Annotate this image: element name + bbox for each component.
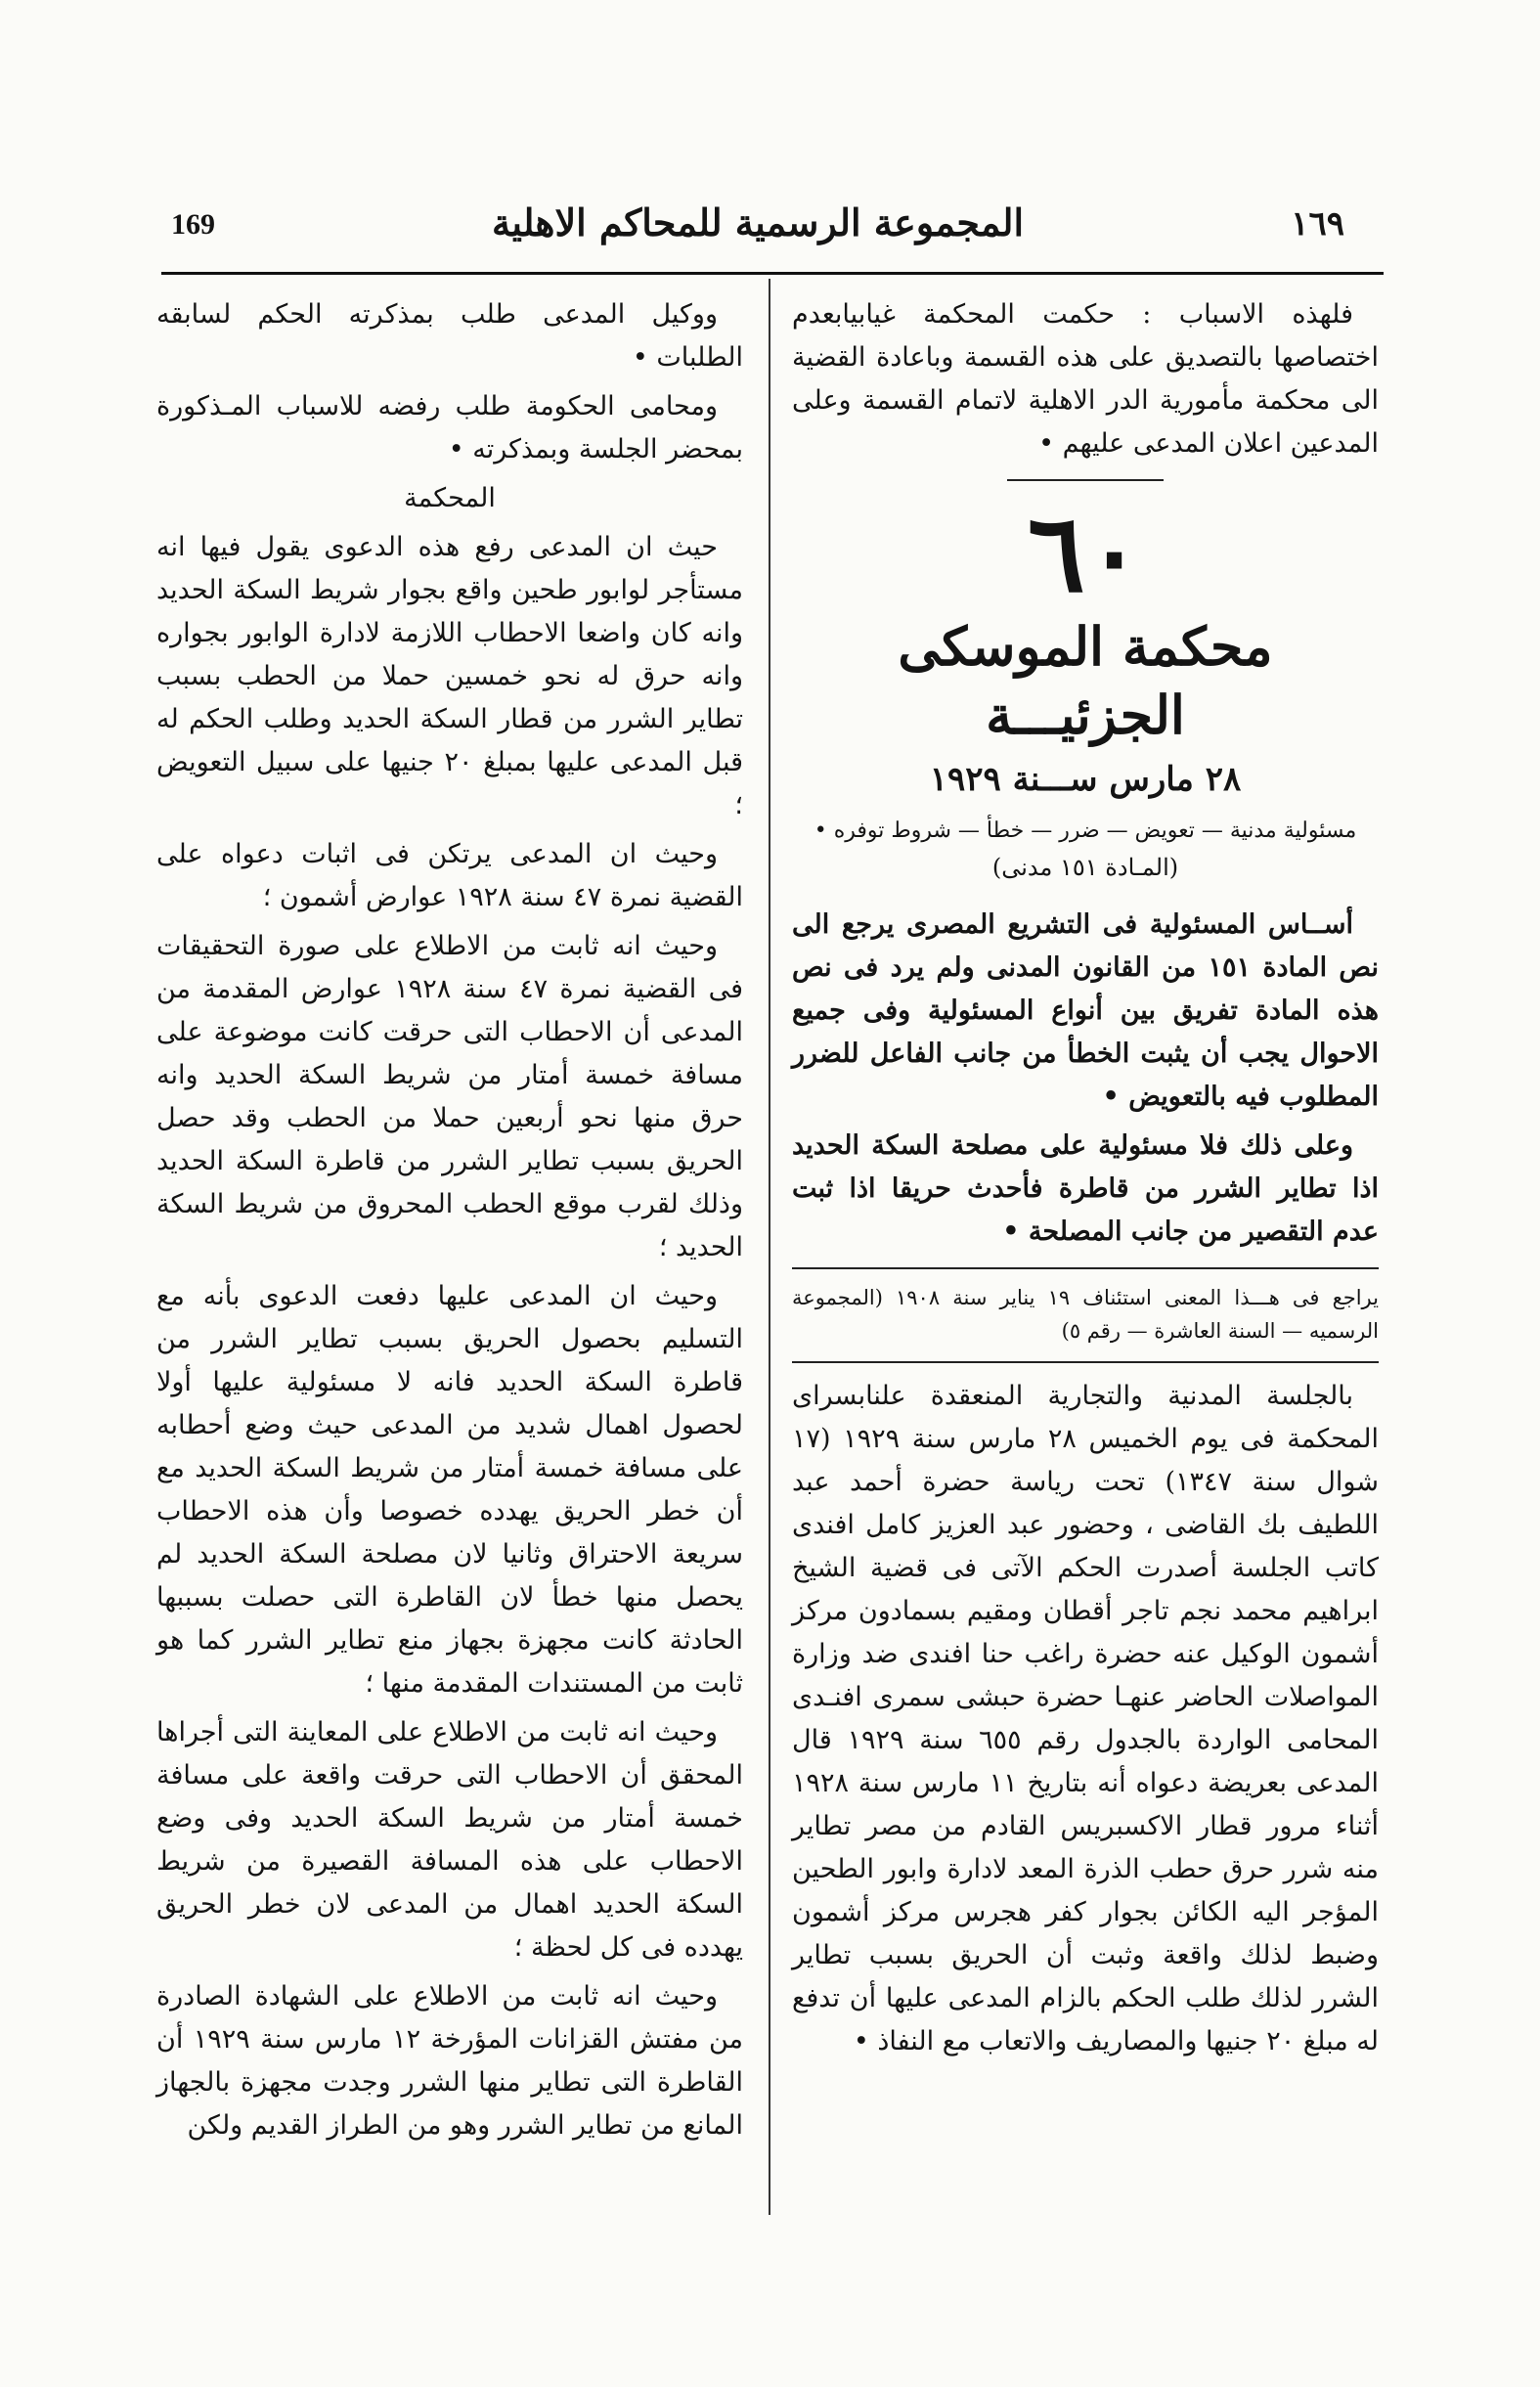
reasoning-paragraph-2: وحيث ان المدعى يرتكن فى اثبات دعواه على القضية نمرة ٤٧ سنة ١٩٢٨ عوارض أشمون ؛ bbox=[156, 839, 743, 912]
running-title: المجموعة الرسمية للمحاكم الاهلية bbox=[491, 200, 1025, 244]
page-number-ar: ١٦٩ bbox=[1291, 204, 1344, 243]
body-rule bbox=[792, 1361, 1379, 1363]
right-column bbox=[792, 293, 1379, 2069]
page-number-en: 169 bbox=[171, 208, 215, 241]
paragraph-government-counsel: ومحامى الحكومة طلب رفضه للاسباب المـذكورة بمحضر الجلسة وبمذكرته • bbox=[156, 391, 743, 464]
reasoning-paragraph-5: وحيث انه ثابت من الاطلاع على المعاينة التى أجراها المحقق أن الاحطاب التى حرقت واقعة على مسافة خمسة أمتار من شريط السكة الحديد وفى وضع الاحطاب على هذه المسافة القصيرة من شريط السكة الحديد اهمال من المدعى لان خطر الحريق يهدده فى كل لحظة ؛ bbox=[156, 1717, 743, 1963]
left-column bbox=[156, 293, 743, 2153]
reasoning-paragraph-1: حيث ان المدعى رفع هذه الدعوى يقول فيها انه مستأجر لوابور طحين واقع بجوار شريط السكة الحديد وانه كان واضعا الاحطاب اللازمة لادارة الوابور بجواره وانه حرق له نحو خمسين حملا من الحطب بسبب تطاير الشرر من قطار السكة الحديد وطلب الحكم له قبل المدعى عليها بمبلغ ٢٠ جنيها على سبيل التعويض ؛ bbox=[156, 532, 743, 820]
footnote: يراجع فى هـــذا المعنى استئناف ١٩ يناير سنة ١٩٠٨ (المجموعة الرسميه — السنة العاشرة — رقم ٥) bbox=[792, 1286, 1379, 1343]
case-keywords: مسئولية مدنية — تعويض — ضرر — خطأ — شروط توفره • bbox=[814, 818, 1357, 843]
header-rule bbox=[161, 272, 1384, 275]
reasoning-paragraph-3: وحيث انه ثابت من الاطلاع على صورة التحقيقات فى القضية نمرة ٤٧ سنة ١٩٢٨ عوارض المقدمة من المدعى أن الاحطاب التى حرقت كانت موضوعة على مسافة خمسة أمتار من شريط السكة الحديد وانه حرق منها نحو أربعين حملا من الحطب وقد حصل الحريق بسبب تطاير الشرر من قاطرة السكة الحديد وذلك لقرب موقع الحطب المحروق من شريط السكة الحديد ؛ bbox=[156, 931, 744, 1262]
footnote-rule bbox=[792, 1267, 1379, 1269]
intro-paragraph: فلهذه الاسباب : حكمت المحكمة غيابيابعدم اختصاصها بالتصديق على هذه القسمة وباعادة القضية الى محكمة مأمورية الدر الاهلية لاتمام القسمة وعلى المدعين اعلان المدعى عليهم • bbox=[792, 299, 1379, 459]
column-divider bbox=[769, 279, 770, 2215]
page-header bbox=[132, 191, 1384, 259]
case-date: ٢٨ مارس ســـنة ١٩٢٩ bbox=[929, 760, 1242, 799]
court-name: محكمة الموسكى الجزئيـــة bbox=[898, 615, 1273, 746]
section-rule bbox=[1007, 479, 1164, 481]
reasoning-paragraph-6: وحيث انه ثابت من الاطلاع على الشهادة الصادرة من مفتش القزانات المؤرخة ١٢ مارس سنة ١٩٢٩ أن القاطرة التى تطاير منها الشرر وجدت مجهزة بالجهاز المانع من تطاير الشرر وهو من الطراز القديم ولكن bbox=[156, 1981, 743, 2141]
court-heading: المحكمة bbox=[404, 483, 496, 513]
paragraph-plaintiff-counsel: ووكيل المدعى طلب بمذكرته الحكم لسابقه الطلبات • bbox=[156, 299, 743, 373]
case-number: ٦٠ bbox=[1027, 490, 1144, 616]
article-reference: (المـادة ١٥١ مدنى) bbox=[991, 854, 1179, 881]
judgment-body: بالجلسة المدنية والتجارية المنعقدة علنابسراى المحكمة فى يوم الخميس ٢٨ مارس سنة ١٩٢٩ (١٧ شوال سنة ١٣٤٧) تحت رياسة حضرة أحمد عبد اللطيف بك القاضى ، وحضور عبد العزيز كامل افندى كاتب الجلسة أصدرت الحكم الآتى فى قضية الشيخ ابراهيم محمد نجم تاجر أقطان ومقيم بسمادون مركز أشمون الوكيل عنه حضرة راغب حنا افندى ضد وزارة المواصلات الحاضر عنهـا حضرة حبشى سمرى افنـدى المحامى الواردة بالجدول رقم ٦٥٥ سنة ١٩٢٩ قال المدعى بعريضة دعواه أنه بتاريخ ١١ مارس سنة ١٩٢٨ أثناء مرور قطار الاكسبريس القادم من مصر تطاير منه شرر حرق حطب الذرة المعد لادارة وابور الطحين المؤجر اليه الكائن بجوار كفر هجرس مركز أشمون وضبط لذلك واقعة وثبت أن الحريق بسبب تطاير الشرر لذلك طلب الحكم بالزام المدعى عليها أن تدفع له مبلغ ٢٠ جنيها والمصاريف والاتعاب مع النفاذ • bbox=[792, 1381, 1379, 2056]
reasoning-paragraph-4: وحيث ان المدعى عليها دفعت الدعوى بأنه مع التسليم بحصول الحريق بسبب تطاير الشرر من قاطرة السكة الحديد فانه لا مسئولية عليها أولا لحصول اهمال شديد من المدعى حيث وضع أحطابه على مسافة خمسة أمتار من شريط السكة الحديد مع أن خطر الحريق يهدده خصوصا وأن هذه الاحطاب سريعة الاحتراق وثانيا لان مصلحة السكة الحديد لم يحصل منها خطأ لان القاطرة التى حصلت بسببها الحادثة كانت مجهزة بجهاز منع تطاير الشرر كما هو ثابت من المستندات المقدمة منها ؛ bbox=[156, 1281, 743, 1699]
principle-paragraph-2: وعلى ذلك فلا مسئولية على مصلحة السكة الحديد اذا تطاير الشرر من قاطرة فأحدث حريقا اذا ثبت عدم التقصير من جانب المصلحة • bbox=[792, 1130, 1379, 1247]
principle-paragraph-1: أســاس المسئولية فى التشريع المصرى يرجع الى نص المادة ١٥١ من القانون المدنى ولم يرد فى نص هذه المادة تفريق بين أنواع المسئولية وفى جميع الاحوال يجب أن يثبت الخطأ من جانب الفاعل للضرر المطلوب فيه بالتعويض • bbox=[792, 909, 1379, 1112]
